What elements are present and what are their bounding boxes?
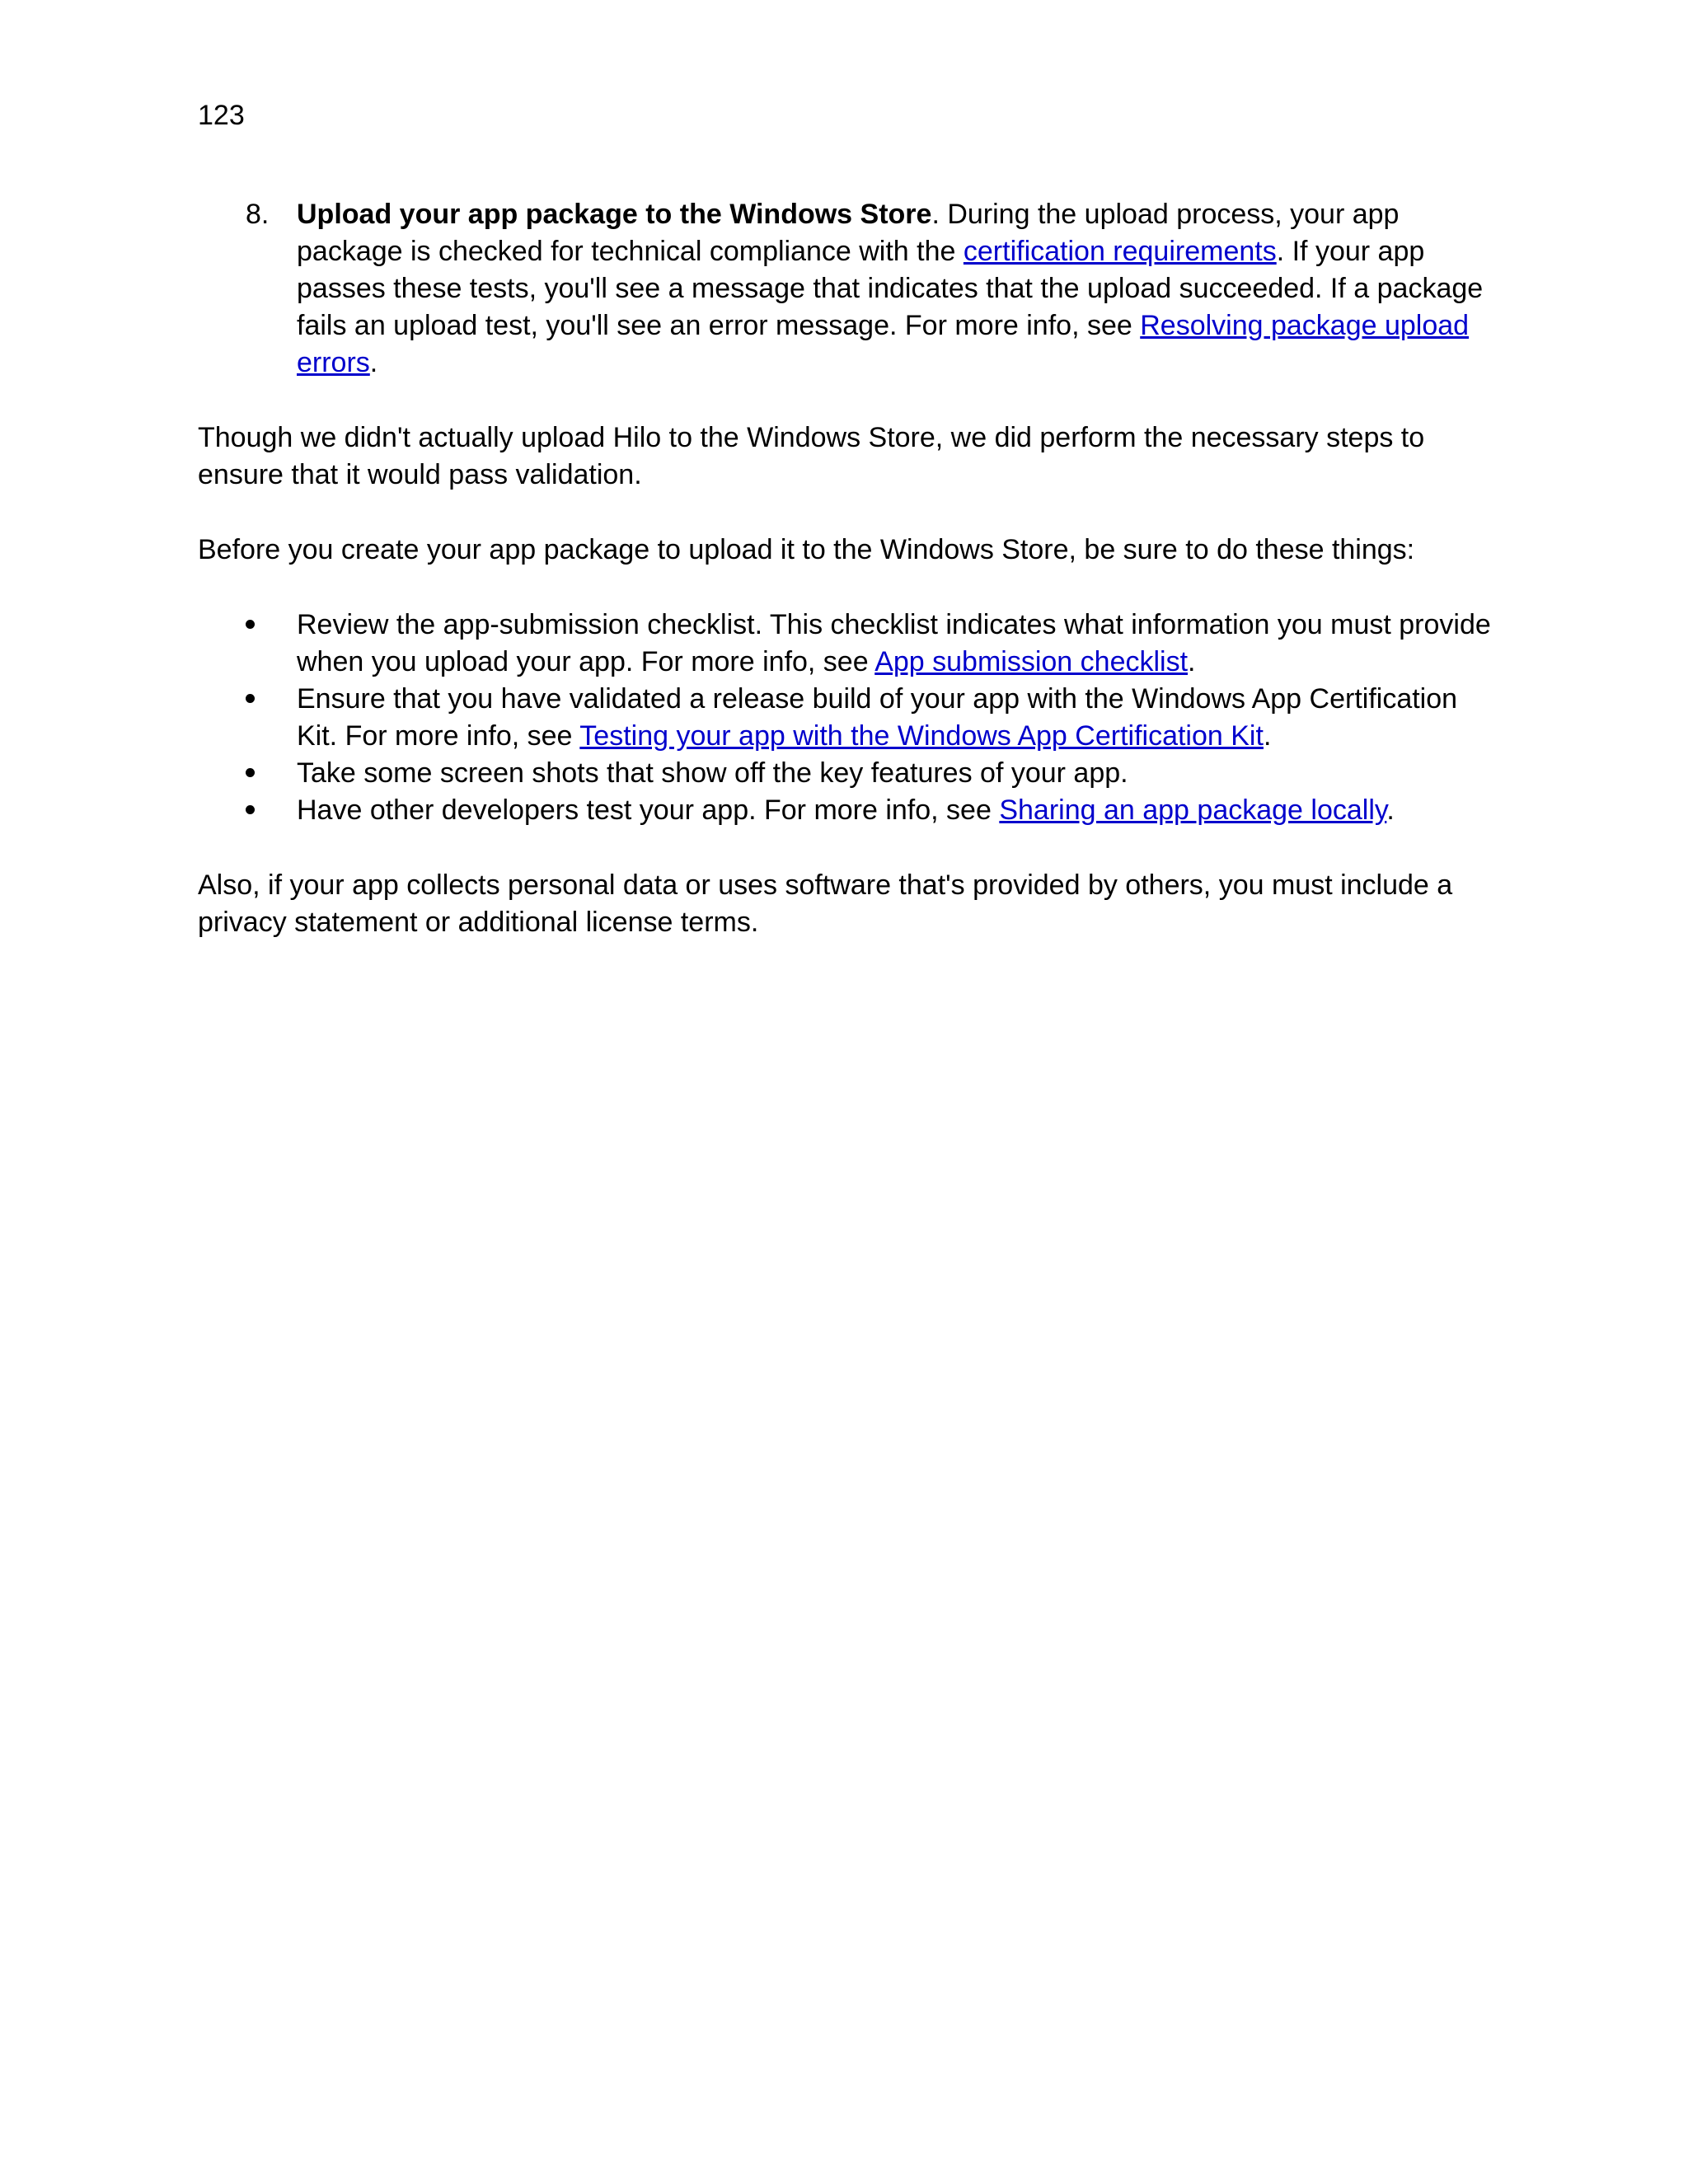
step-text-1: . During the upload process, your app package is checked for technical compliance with the xyxy=(297,199,1400,267)
bullet-text-after: . xyxy=(1188,646,1196,677)
paragraph-before-packaging: Before you create your app package to upload it to the Windows Store, be sure to do these things: xyxy=(198,534,1415,565)
step-body xyxy=(297,196,1492,382)
list-item xyxy=(198,755,1492,792)
numbered-step xyxy=(198,196,1492,382)
link-certification-requirements[interactable]: certification requirements xyxy=(963,236,1277,267)
link-resolving-package-upload-errors[interactable]: Resolving package upload errors xyxy=(297,310,1470,378)
checklist-bullets xyxy=(198,607,1492,829)
bullet-dot-icon xyxy=(246,805,255,814)
bullet-dot-icon xyxy=(246,768,255,777)
paragraph-privacy-statement: Also, if your app collects personal data or uses software that's provided by others, you must include a privacy statement or additional license terms. xyxy=(198,869,1453,938)
list-item xyxy=(198,681,1492,755)
bullet-dot-icon xyxy=(246,620,255,629)
paragraph-hilo-validation: Though we didn't actually upload Hilo to the Windows Store, we did perform the necessary steps to ensure that it would pass validation. xyxy=(198,422,1425,490)
list-item xyxy=(198,792,1492,829)
page-content xyxy=(198,196,1492,979)
bullet-text: Take some screen shots that show off the key features of your app. xyxy=(297,757,1128,789)
bullet-text-after: . xyxy=(1263,720,1272,752)
link-sharing-app-package-locally[interactable]: Sharing an app package locally xyxy=(999,794,1387,826)
step-text-2: . If your app passes these tests, you'll see a message that indicates that the upload succeeded. If a package fails an upload test, you'll see an error message. For more info, see xyxy=(297,236,1484,341)
list-item xyxy=(198,607,1492,681)
bullet-text: Have other developers test your app. For more info, see xyxy=(297,794,1000,826)
step-bold-lead: Upload your app package to the Windows Store xyxy=(297,199,932,230)
bullet-text: Review the app-submission checklist. This checklist indicates what information you must provide when you upload your app. For more info, see xyxy=(297,609,1491,677)
step-number: 8. xyxy=(246,199,270,230)
page-number: 123 xyxy=(198,100,245,131)
step-text-3: . xyxy=(369,347,378,378)
bullet-text: Ensure that you have validated a release build of your app with the Windows App Certification Kit. For more info, see xyxy=(297,683,1458,752)
link-testing-app-certification-kit[interactable]: Testing your app with the Windows App Certification Kit xyxy=(579,720,1264,752)
bullet-dot-icon xyxy=(246,694,255,703)
link-app-submission-checklist[interactable]: App submission checklist xyxy=(874,646,1189,677)
bullet-text-after: . xyxy=(1386,794,1395,826)
